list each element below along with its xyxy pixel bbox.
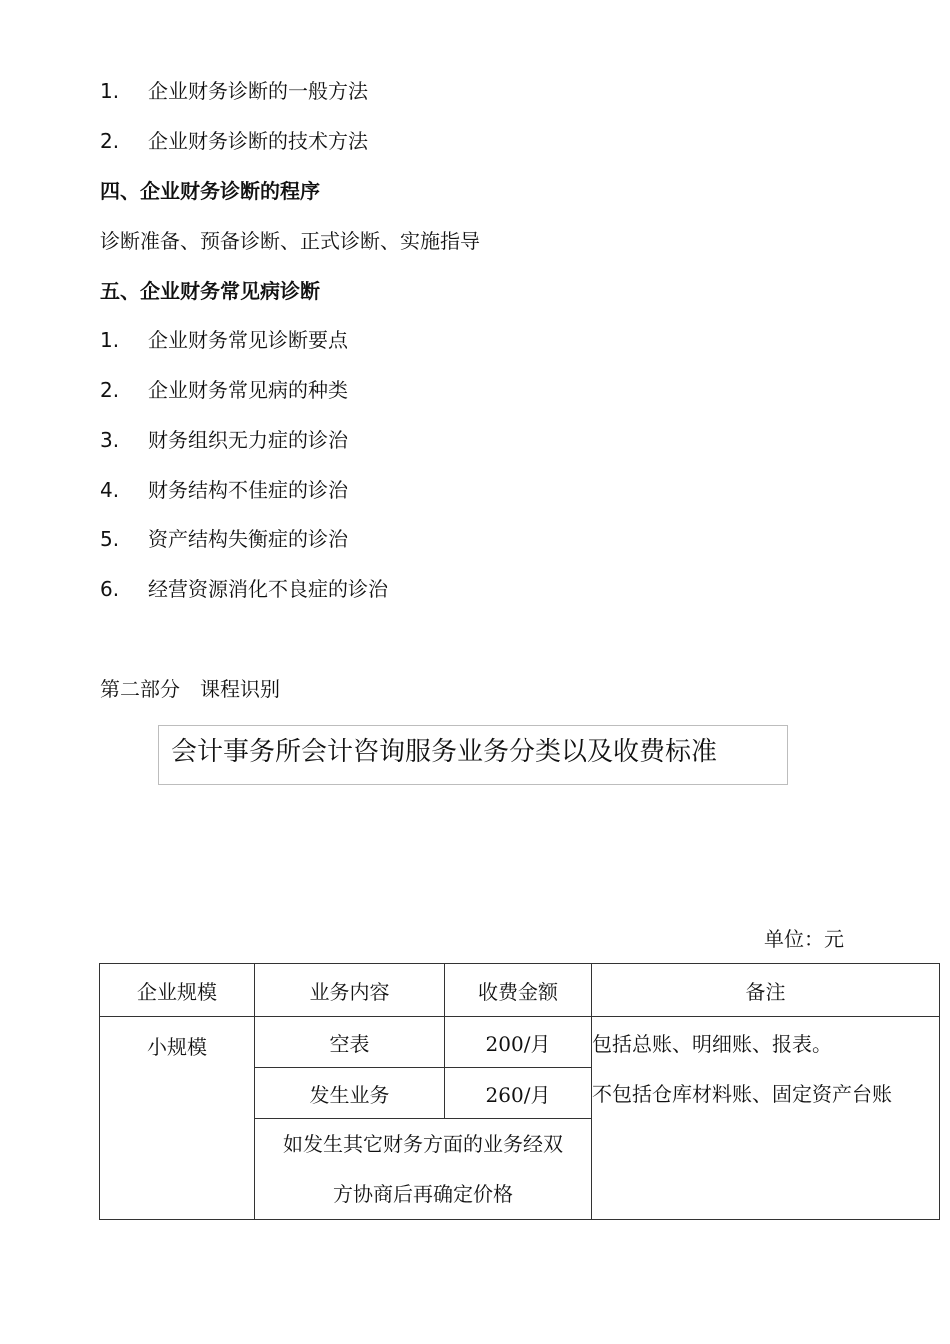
unit-label: 单位：元 [764, 927, 844, 951]
outline-item [100, 427, 348, 453]
section-heading-5: 五、企业财务常见病诊断 [100, 279, 320, 303]
table-row [100, 1017, 940, 1068]
item-number: 3. [100, 428, 120, 452]
item-number: 1. [100, 328, 120, 352]
amount-cell: 260/月 [445, 1068, 592, 1119]
item-text: 企业财务诊断的技术方法 [148, 129, 368, 153]
header-cell: 业务内容 [255, 964, 445, 1017]
header-cell: 收费金额 [445, 964, 592, 1017]
item-text: 企业财务常见诊断要点 [148, 328, 348, 352]
item-text: 财务组织无力症的诊治 [148, 428, 348, 452]
procedure-text: 诊断准备、预备诊断、正式诊断、实施指导 [100, 229, 480, 253]
item-number: 5. [100, 527, 120, 551]
other-line: 方协商后再确定价格 [333, 1182, 513, 1206]
item-number: 1. [100, 79, 120, 103]
item-number: 2. [100, 378, 120, 402]
note-line: 不包括仓库材料账、固定资产台账 [592, 1082, 892, 1106]
item-number: 2. [100, 129, 120, 153]
fee-table [99, 963, 940, 1220]
other-business-cell [255, 1119, 592, 1220]
outline-item [100, 128, 368, 154]
outline-item [100, 377, 348, 403]
outline-item [100, 78, 368, 104]
other-line: 如发生其它财务方面的业务经双 [283, 1132, 563, 1156]
item-number: 6. [100, 577, 120, 601]
table-header-row [100, 964, 940, 1017]
fee-standard-title: 会计事务所会计咨询服务业务分类以及收费标准 [171, 737, 718, 767]
item-text: 企业财务常见病的种类 [148, 378, 348, 402]
header-cell: 企业规模 [100, 964, 255, 1017]
item-text: 财务结构不佳症的诊治 [148, 478, 348, 502]
outline-item [100, 526, 348, 552]
outline-item [100, 477, 348, 503]
amount-cell: 200/月 [445, 1017, 592, 1068]
item-text: 资产结构失衡症的诊治 [148, 527, 348, 551]
content-cell: 空表 [255, 1017, 445, 1068]
item-text: 经营资源消化不良症的诊治 [148, 577, 388, 601]
header-cell: 备注 [592, 964, 940, 1017]
outline-item [100, 327, 348, 353]
part-label: 第二部分 课程识别 [100, 677, 280, 701]
note-line: 包括总账、明细账、报表。 [592, 1032, 832, 1056]
content-cell: 发生业务 [255, 1068, 445, 1119]
item-number: 4. [100, 478, 120, 502]
outline-item [100, 576, 388, 602]
scale-cell: 小规模 [100, 1017, 255, 1220]
item-text: 企业财务诊断的一般方法 [148, 79, 368, 103]
section-heading-4: 四、企业财务诊断的程序 [100, 179, 320, 203]
notes-cell [592, 1017, 940, 1220]
title-box [158, 725, 788, 785]
